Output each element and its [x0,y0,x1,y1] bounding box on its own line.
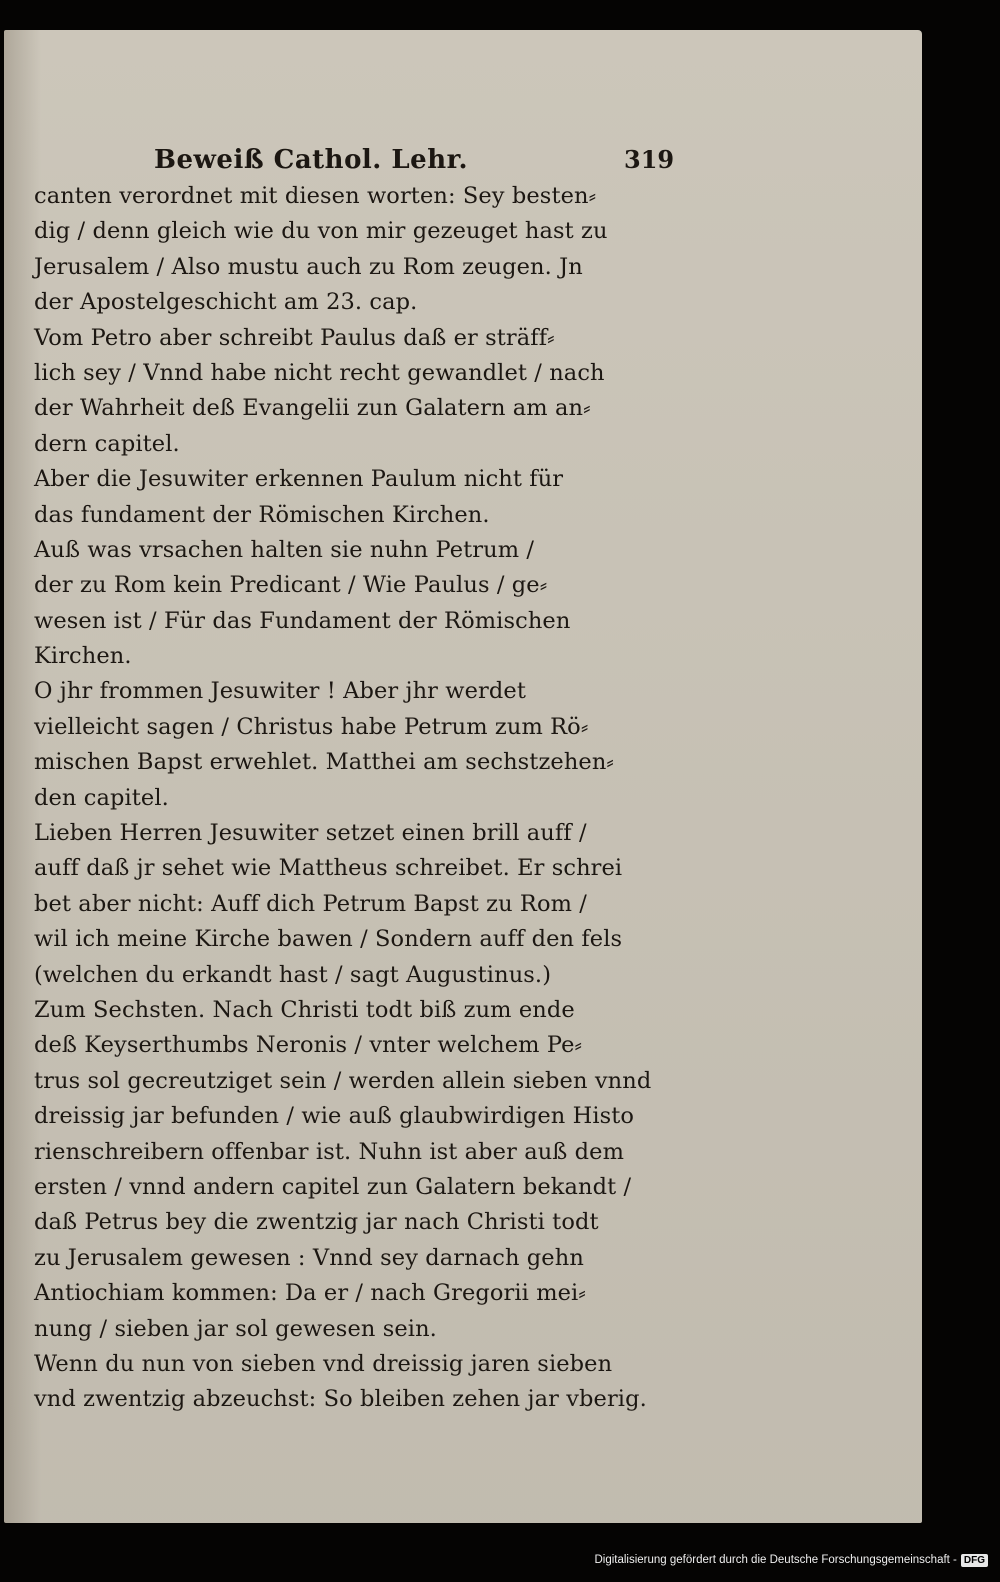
text-line: den capitel. [34,784,169,811]
text-line: das fundament der Römischen Kirchen. [34,501,490,528]
text-line: Kirchen. [34,643,132,670]
text-line: rienschreibern offenbar ist. Nuhn ist aber auß dem [34,1138,625,1165]
text-line: Zum Sechsten. Nach Christi todt biß zum ende [34,996,575,1023]
text-line: Aber die Jesuwiter erkennen Paulum nicht für [34,466,564,493]
text-line: lich sey / Vnnd habe nicht recht gewandlet / nach [34,359,605,386]
running-head: Beweiß Cathol. Lehr. [154,145,468,175]
digitization-credit [594,1552,988,1568]
body-text [34,179,694,1418]
text-line: daß Petrus bey die zwentzig jar nach Christi todt [34,1209,599,1236]
text-line: Auß was vrsachen halten sie nuhn Petrum / [34,536,535,563]
text-line: bet aber nicht: Auff dich Petrum Bapst zu Rom / [34,890,587,917]
text-line: der zu Rom kein Predicant / Wie Paulus / ge⸗ [34,572,548,599]
text-line: Vom Petro aber schreibt Paulus daß er sträff⸗ [34,324,555,351]
text-line: trus sol gecreutziget sein / werden allein sieben vnnd [34,1067,652,1094]
text-line: Jerusalem / Also mustu auch zu Rom zeugen. Jn [34,253,583,280]
text-line: vnd zwentzig abzeuchst: So bleiben zehen jar vberig. [34,1386,647,1413]
text-line: wil ich meine Kirche bawen / Sondern auff den fels [34,926,623,953]
dfg-logo: DFG [961,1554,988,1567]
text-line: Lieben Herren Jesuwiter setzet einen brill auff / [34,820,587,847]
credit-text: Digitalisierung gefördert durch die Deutsche Forschungsgemeinschaft - [594,1554,957,1566]
text-line: vielleicht sagen / Christus habe Petrum zum Rö⸗ [34,713,589,740]
text-line: dig / denn gleich wie du von mir gezeuget hast zu [34,218,608,245]
text-line: deß Keyserthumbs Neronis / vnter welchem Pe⸗ [34,1032,583,1059]
text-line: der Wahrheit deß Evangelii zun Galatern am an⸗ [34,395,591,422]
text-line: dreissig jar befunden / wie auß glaubwirdigen Histo [34,1103,635,1130]
text-line: zu Jerusalem gewesen : Vnnd sey darnach gehn [34,1244,584,1271]
text-line: nung / sieben jar sol gewesen sein. [34,1315,437,1342]
text-line: canten verordnet mit diesen worten: Sey besten⸗ [34,183,597,209]
text-line: Wenn du nun von sieben vnd dreissig jaren sieben [34,1350,613,1377]
page-header [34,145,694,179]
text-line: der Apostelgeschicht am 23. cap. [34,289,418,316]
text-line: O jhr frommen Jesuwiter ! Aber jhr werdet [34,678,526,705]
text-line: dern capitel. [34,430,180,457]
text-line: ersten / vnnd andern capitel zun Galatern bekandt / [34,1173,632,1200]
page-text-block [34,145,694,1418]
text-line: mischen Bapst erwehlet. Matthei am sechstzehen⸗ [34,749,615,776]
text-line: (welchen du erkandt hast / sagt Augustinus.) [34,961,552,988]
text-line: auff daß jr sehet wie Mattheus schreibet. Er schrei [34,855,623,882]
text-line: Antiochiam kommen: Da er / nach Gregorii mei⸗ [34,1280,586,1307]
page-number: 319 [624,145,675,174]
book-page [4,30,922,1523]
text-line: wesen ist / Für das Fundament der Römischen [34,607,571,634]
